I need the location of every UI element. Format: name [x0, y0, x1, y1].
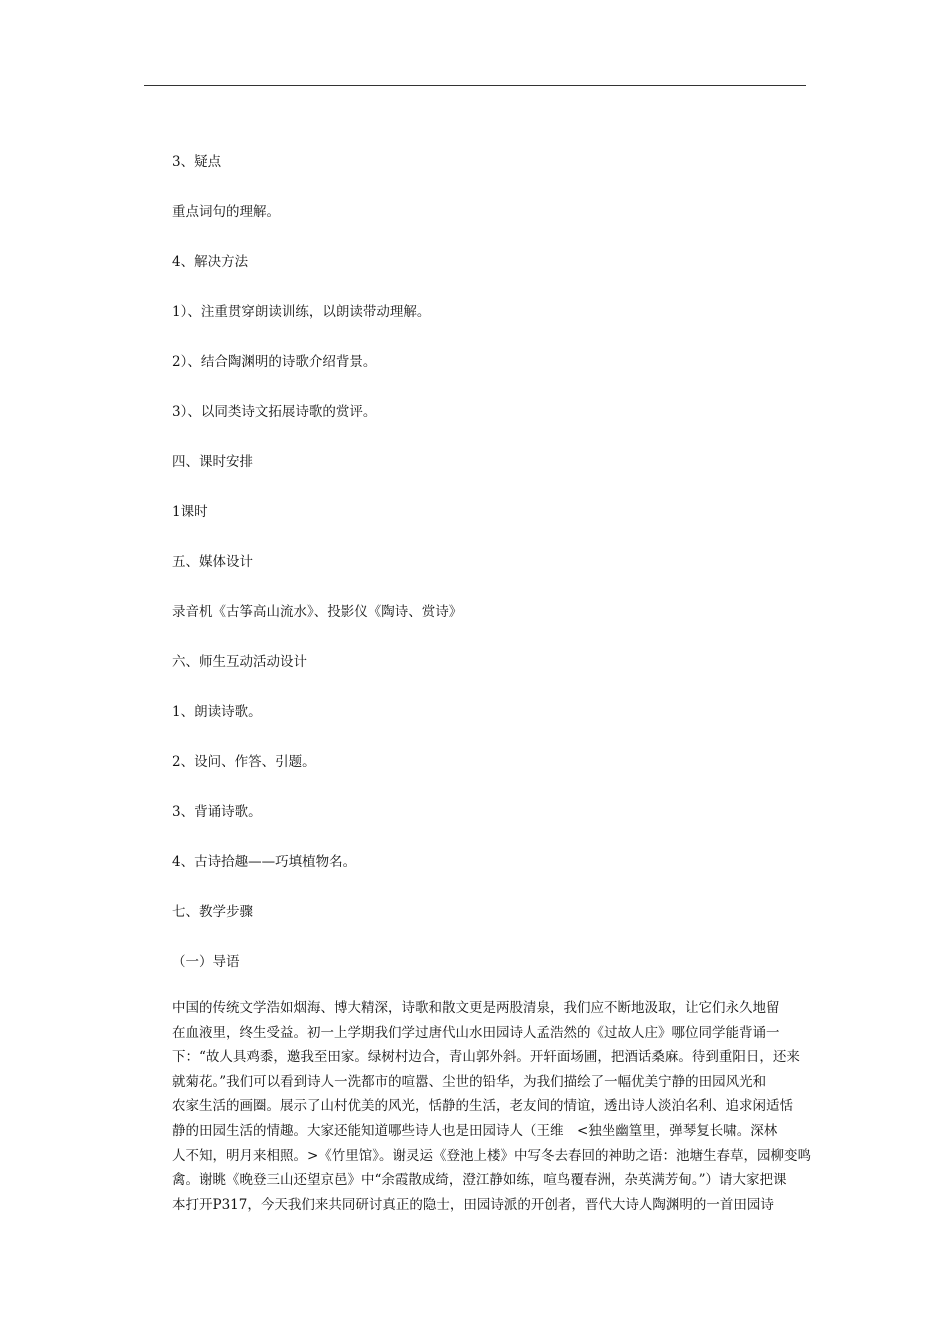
method-item-3: 3）、以同类诗文拓展诗歌的赏评。	[172, 404, 377, 420]
schedule-text: 1课时	[172, 504, 208, 520]
paragraph-line: 就菊花。”我们可以看到诗人一洗都市的喧嚣、尘世的铅华，为我们描绘了一幅优美宁静的田园风光和	[172, 1073, 767, 1090]
heading-activity: 六、师生互动活动设计	[172, 654, 307, 670]
media-text: 录音机《古筝高山流水》、投影仪《陶诗、赏诗》	[172, 604, 463, 620]
paragraph-line: 下：“故人具鸡黍，邀我至田家。绿树村边合，青山郭外斜。开轩面场圃，把酒话桑麻。待到重阳日，还来	[172, 1049, 800, 1066]
doubt-text: 重点词句的理解。	[172, 204, 280, 220]
paragraph-line: 禽。谢眺《晚登三山还望京邑》中“余霞散成绮，澄江静如练，喧鸟覆春洲，杂英满芳甸。”）请大家把课	[172, 1172, 787, 1189]
paragraph-line: 人不知，明月来相照。>《竹里馆》。谢灵运《登池上楼》中写冬去春回的神助之语：池塘生春草，园柳变鸣	[172, 1147, 812, 1164]
activity-item-3: 3、背诵诗歌。	[172, 804, 262, 820]
paragraph-line: 在血液里，终生受益。初一上学期我们学过唐代山水田园诗人孟浩然的《过故人庄》哪位同学能背诵一	[172, 1024, 780, 1041]
method-item-1: 1）、注重贯穿朗读训练，以朗读带动理解。	[172, 304, 431, 320]
heading-steps: 七、教学步骤	[172, 904, 253, 920]
paragraph-line: 本打开P317，今天我们来共同研讨真正的隐士，田园诗派的开创者，晋代大诗人陶渊明的一首田园诗	[172, 1196, 774, 1213]
heading-schedule: 四、课时安排	[172, 454, 253, 470]
intro-paragraph	[172, 996, 812, 1217]
header-rule	[144, 85, 806, 86]
activity-item-1: 1、朗读诗歌。	[172, 704, 262, 720]
activity-item-2: 2、设问、作答、引题。	[172, 754, 316, 770]
paragraph-line: 静的田园生活的情趣。大家还能知道哪些诗人也是田园诗人（王维 <独坐幽篁里，弹琴复长啸。深林	[172, 1122, 778, 1139]
heading-doubt: 3、疑点	[172, 154, 222, 170]
paragraph-line: 中国的传统文学浩如烟海、博大精深，诗歌和散文更是两股清泉，我们应不断地汲取，让它们永久地留	[172, 1000, 780, 1016]
heading-media: 五、媒体设计	[172, 554, 253, 570]
activity-item-4: 4、古诗拾趣——巧填植物名。	[172, 854, 357, 870]
heading-intro: （一）导语	[172, 954, 240, 970]
method-item-2: 2）、结合陶渊明的诗歌介绍背景。	[172, 354, 377, 370]
heading-method: 4、解决方法	[172, 254, 249, 270]
paragraph-line: 农家生活的画圈。展示了山村优美的风光，恬静的生活，老友间的情谊，透出诗人淡泊名利、追求闲适恬	[172, 1098, 793, 1115]
